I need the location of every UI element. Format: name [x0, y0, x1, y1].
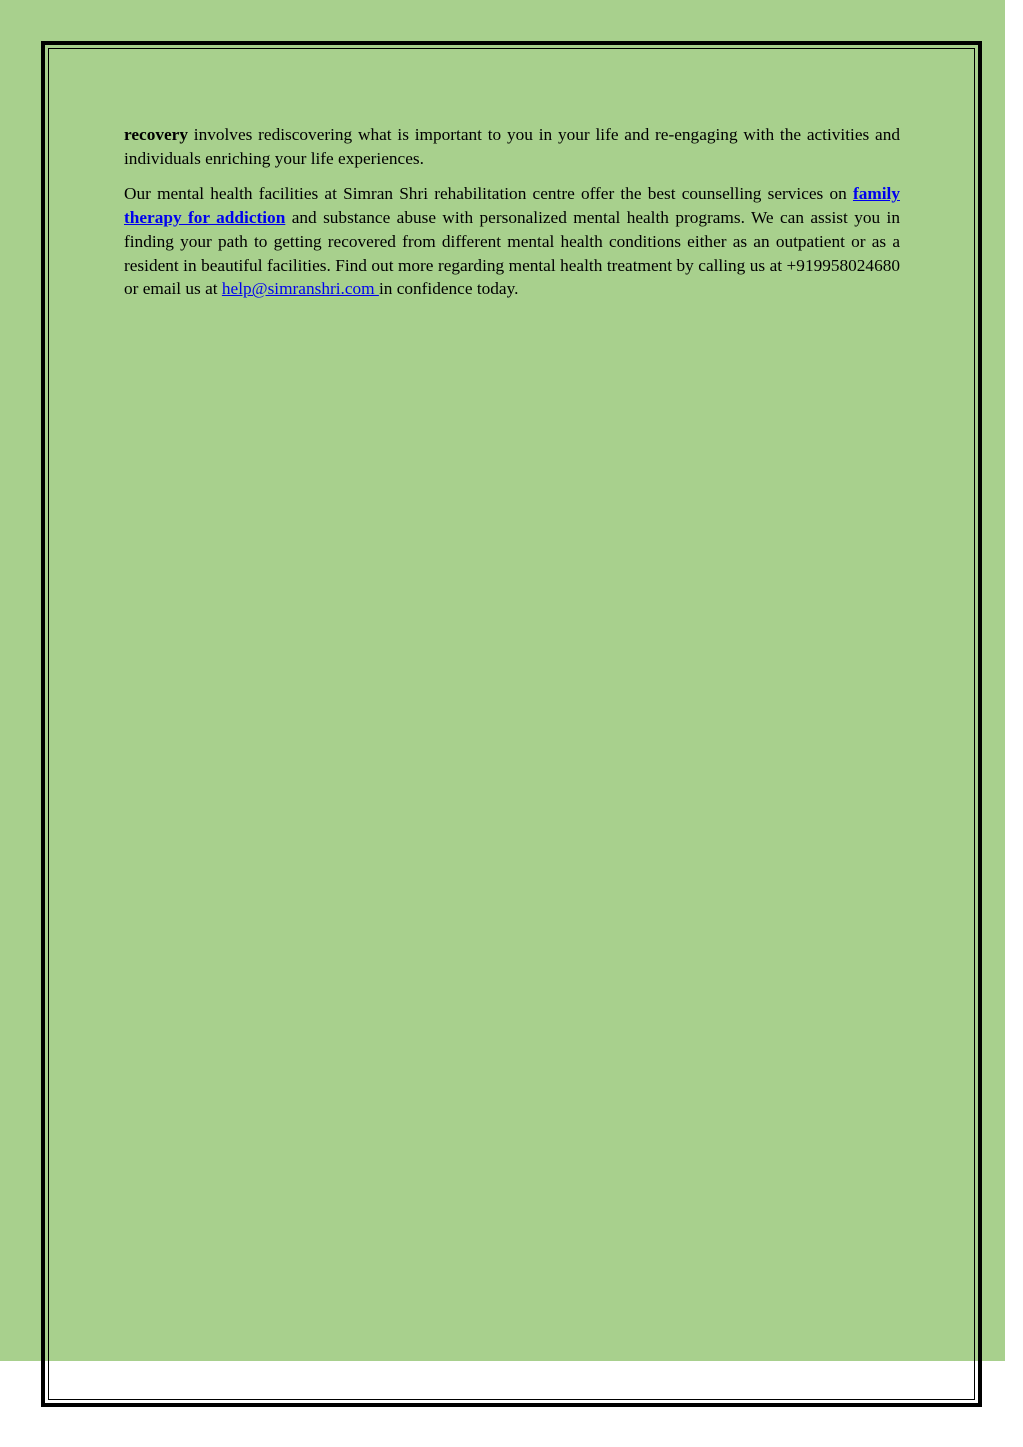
paragraph-text: and substance abuse with personalized mental health programs. We can assist you in finding your path to getting recovered from different mental health conditions either as an outpatient or as a resident in beautiful facilities. Find out more regarding mental health treatment by calling us at +919958024680 or email us at: [124, 208, 900, 299]
email-link[interactable]: help@simranshri.com: [221, 279, 379, 299]
bold-lead-word: recovery: [124, 125, 188, 144]
paragraph-recovery: [124, 123, 900, 170]
family-therapy-link[interactable]: family therapy for addiction: [124, 184, 900, 228]
paragraph-text: Our mental health facilities at Simran Shri rehabilitation centre offer the best counselling services on: [124, 184, 853, 204]
paragraph-facilities: [124, 182, 900, 301]
document-body: [124, 123, 900, 313]
paragraph-text: in confidence today.: [378, 279, 519, 299]
paragraph-text: involves rediscovering what is important to you in your life and re-engaging with the activities and individuals enriching your life experiences.: [124, 125, 900, 168]
